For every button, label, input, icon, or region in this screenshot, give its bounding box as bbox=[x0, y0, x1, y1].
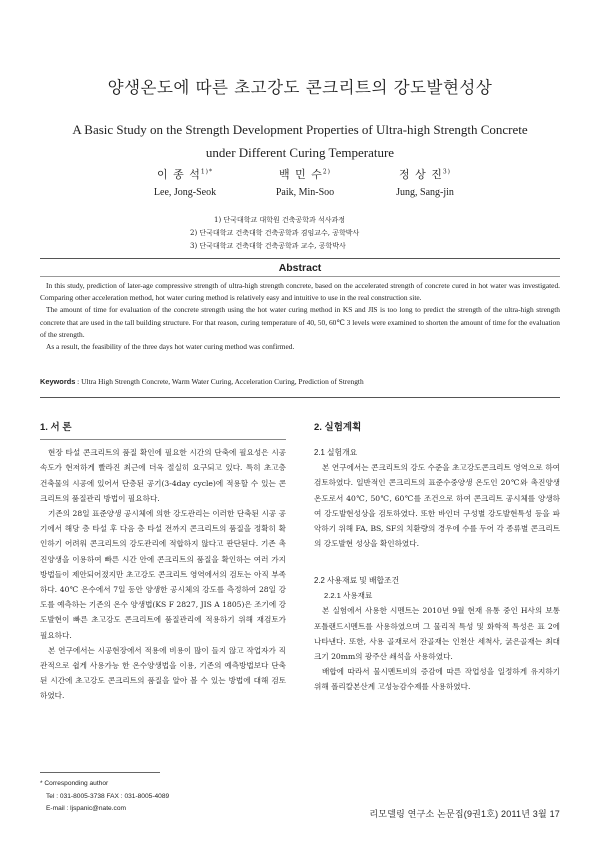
paper-title-english bbox=[40, 118, 560, 164]
section-1-paragraph-3: 본 연구에서는 시공현장에서 적용에 비용이 많이 들지 않고 작업자가 직관적으로 쉽게 사용가능 한 온수양생법을 이용, 기존의 예측방법보다 단축된 시간에 초고강도 콘크리트의 품질을 알아 볼 수 있는 방법에 대해 검토하였다. bbox=[40, 645, 286, 701]
abstract-paragraph-1: In this study, prediction of later-age compressive strength of ultra-high strength concrete, based on the accelerated strength of concrete cured in hot water was investigated. Comparing other acceleration method, hot water curing method is relatively easy and intuitive to use in the real construction site. bbox=[40, 281, 560, 303]
footnote-email: E-mail : ljspanic@nate.com bbox=[46, 805, 126, 812]
affiliation-1: 1) 단국대학교 대학원 건축공학과 석사과정 bbox=[214, 216, 346, 224]
keywords-line bbox=[40, 377, 560, 386]
author-1-name-en: Lee, Jong-Seok bbox=[153, 187, 217, 198]
affiliation-3: 3) 단국대학교 건축대학 건축공학과 교수, 공학박사 bbox=[190, 242, 346, 250]
section-1-rule bbox=[40, 439, 286, 440]
section-1-paragraph-1: 현장 타설 콘크리트의 품질 확인에 필요한 시간의 단축에 필요성은 시공속도가 현저하게 빨라진 최근에 더욱 절실히 요구되고 있다. 특히 초고층 건축물의 시공에 있어서 단층된 공기(3-4day cycle)에 적용할 수 있는 콘크리트의 품질관리 방법이 필요하다. bbox=[40, 448, 286, 503]
page-footer: 리모델링 연구소 논문집(9권1호) 2011년 3월 17 bbox=[369, 809, 560, 819]
abstract-bottom-rule bbox=[40, 397, 560, 398]
author-1 bbox=[130, 166, 240, 198]
author-2-name-en: Paik, Min-Soo bbox=[275, 187, 335, 198]
section-2-heading: 2. 실험계획 bbox=[314, 422, 362, 433]
abstract-paragraph-2: The amount of time for evaluation of the concrete strength using the hot water curing method in KS and JIS is too long to predict the strength of the ultra-high strength concrete that are used in the tall building structure. For that reason, curing temperature of 40, 50, 60℃ 3 levels were examined to shorten the amount of time for the evaluation of the strength. bbox=[40, 305, 560, 339]
section-1-paragraph-2: 기존의 28일 표준양생 공시체에 의한 강도관리는 이러한 단축된 시공 공기에서 해당 층 타설 후 다음 층 타설 전까지 콘크리트의 품질을 정확히 확인하기 어려워 콘크리트의 강도관리에 적합하지 않다고 판단된다. 기존 촉진양생을 이용하여 빠른 시간 안에 콘크리트의 품질을 확인하는 여러 가지 방법들이 제안되어졌지만 초고강도 콘크리트 영역에서의 검토는 아직 부족하다. 40℃ 온수에서 7일 동안 양생한 공시체의 강도를 측정하여 28일 강도를 예측하는 기존의 온수 양생법(KS F 2827, JIS A 1805)은 조기에 강도발현이 빠른 초고강도 콘크리트에 품질관리에 적용하기 위해 재검토가 필요하다. bbox=[40, 509, 286, 640]
footnote-title: * Corresponding author bbox=[40, 780, 109, 787]
subsection-2-1-heading: 2.1 실험개요 bbox=[314, 448, 358, 458]
footnote-tel: Tel : 031-8005-3738 FAX : 031-8005-4089 bbox=[46, 792, 170, 800]
author-3 bbox=[370, 166, 480, 198]
affiliation-2: 2) 단국대학교 건축대학 건축공학과 겸임교수, 공학박사 bbox=[190, 229, 360, 237]
affiliations bbox=[190, 214, 430, 253]
left-column bbox=[40, 420, 286, 704]
keywords-list: : Ultra High Strength Concrete, Warm Water Curing, Acceleration Curing, Prediction of Strength bbox=[75, 377, 364, 386]
abstract-paragraph-3: As a result, the feasibility of the three days hot water curing method was confirmed. bbox=[46, 342, 295, 352]
author-list bbox=[130, 166, 480, 198]
title-en-line1: A Basic Study on the Strength Development Properties of Ultra-high Strength Concrete bbox=[72, 122, 528, 137]
keywords-label: Keywords bbox=[40, 377, 76, 386]
footnote-rule bbox=[40, 772, 160, 773]
subsection-2-2-1-paragraph-1: 본 실험에서 사용한 시멘트는 2010년 9월 현재 유통 중인 H사의 보통포틀랜드시멘트를 사용하였으며 그 물리적 특성 및 화학적 특성은 표 2에 나타낸다. 또한, 사용 골재로서 잔골재는 인천산 세척사, 굵은골재는 최대크기 20mm의 광주산 쇄석을 사용하였다. bbox=[314, 606, 560, 662]
abstract-heading: Abstract bbox=[278, 262, 322, 274]
abstract-top-rule bbox=[40, 258, 560, 259]
author-2-name-ko: 백 민 수 bbox=[278, 168, 323, 181]
author-1-name-ko: 이 종 석 bbox=[156, 168, 201, 181]
section-1-heading: 1. 서 론 bbox=[40, 422, 72, 433]
author-3-mark: 3) bbox=[442, 168, 452, 176]
subsection-2-2-heading: 2.2 사용재료 및 배합조건 bbox=[314, 576, 400, 586]
paper-title-korean: 양생온도에 따른 초고강도 콘크리트의 강도발현성상 bbox=[107, 78, 493, 97]
footnote bbox=[40, 778, 290, 816]
author-3-name-ko: 정 상 진 bbox=[398, 168, 443, 181]
abstract-body bbox=[40, 280, 560, 353]
author-2-mark: 2) bbox=[322, 168, 332, 176]
author-2 bbox=[250, 166, 360, 198]
subsection-2-2-1-paragraph-2: 배합에 따라서 물시멘트비의 증감에 따른 작업성을 일정하게 유지하기 위해 폴리칼본산계 고성능감수제를 사용하였다. bbox=[314, 667, 560, 692]
right-column bbox=[314, 420, 560, 695]
author-1-mark: 1)* bbox=[200, 168, 214, 176]
subsection-2-2-1-heading: 2.2.1 사용재료 bbox=[324, 591, 373, 601]
author-3-name-en: Jung, Sang-jin bbox=[396, 187, 454, 198]
title-en-line2: under Different Curing Temperature bbox=[205, 145, 395, 160]
subsection-2-1-text: 본 연구에서는 콘크리트의 강도 수준을 초고강도콘크리트 영역으로 하여 검토하였다. 일반적인 콘크리트의 표준수중양생 온도인 20℃와 촉진양생온도로서 40℃, 50℃, 60℃를 조건으로 하여 콘크리트 공시체를 양생하여 강도발현성상을 검토하였다. 또한 바인더 구성별 강도발현특성 등을 파악하기 위해 FA, BS, SF의 치환량의 경우에 수를 두어 각 종류별 콘크리트의 강도발현 성상을 확인하였다. bbox=[314, 463, 560, 549]
abstract-title-rule bbox=[40, 276, 560, 277]
